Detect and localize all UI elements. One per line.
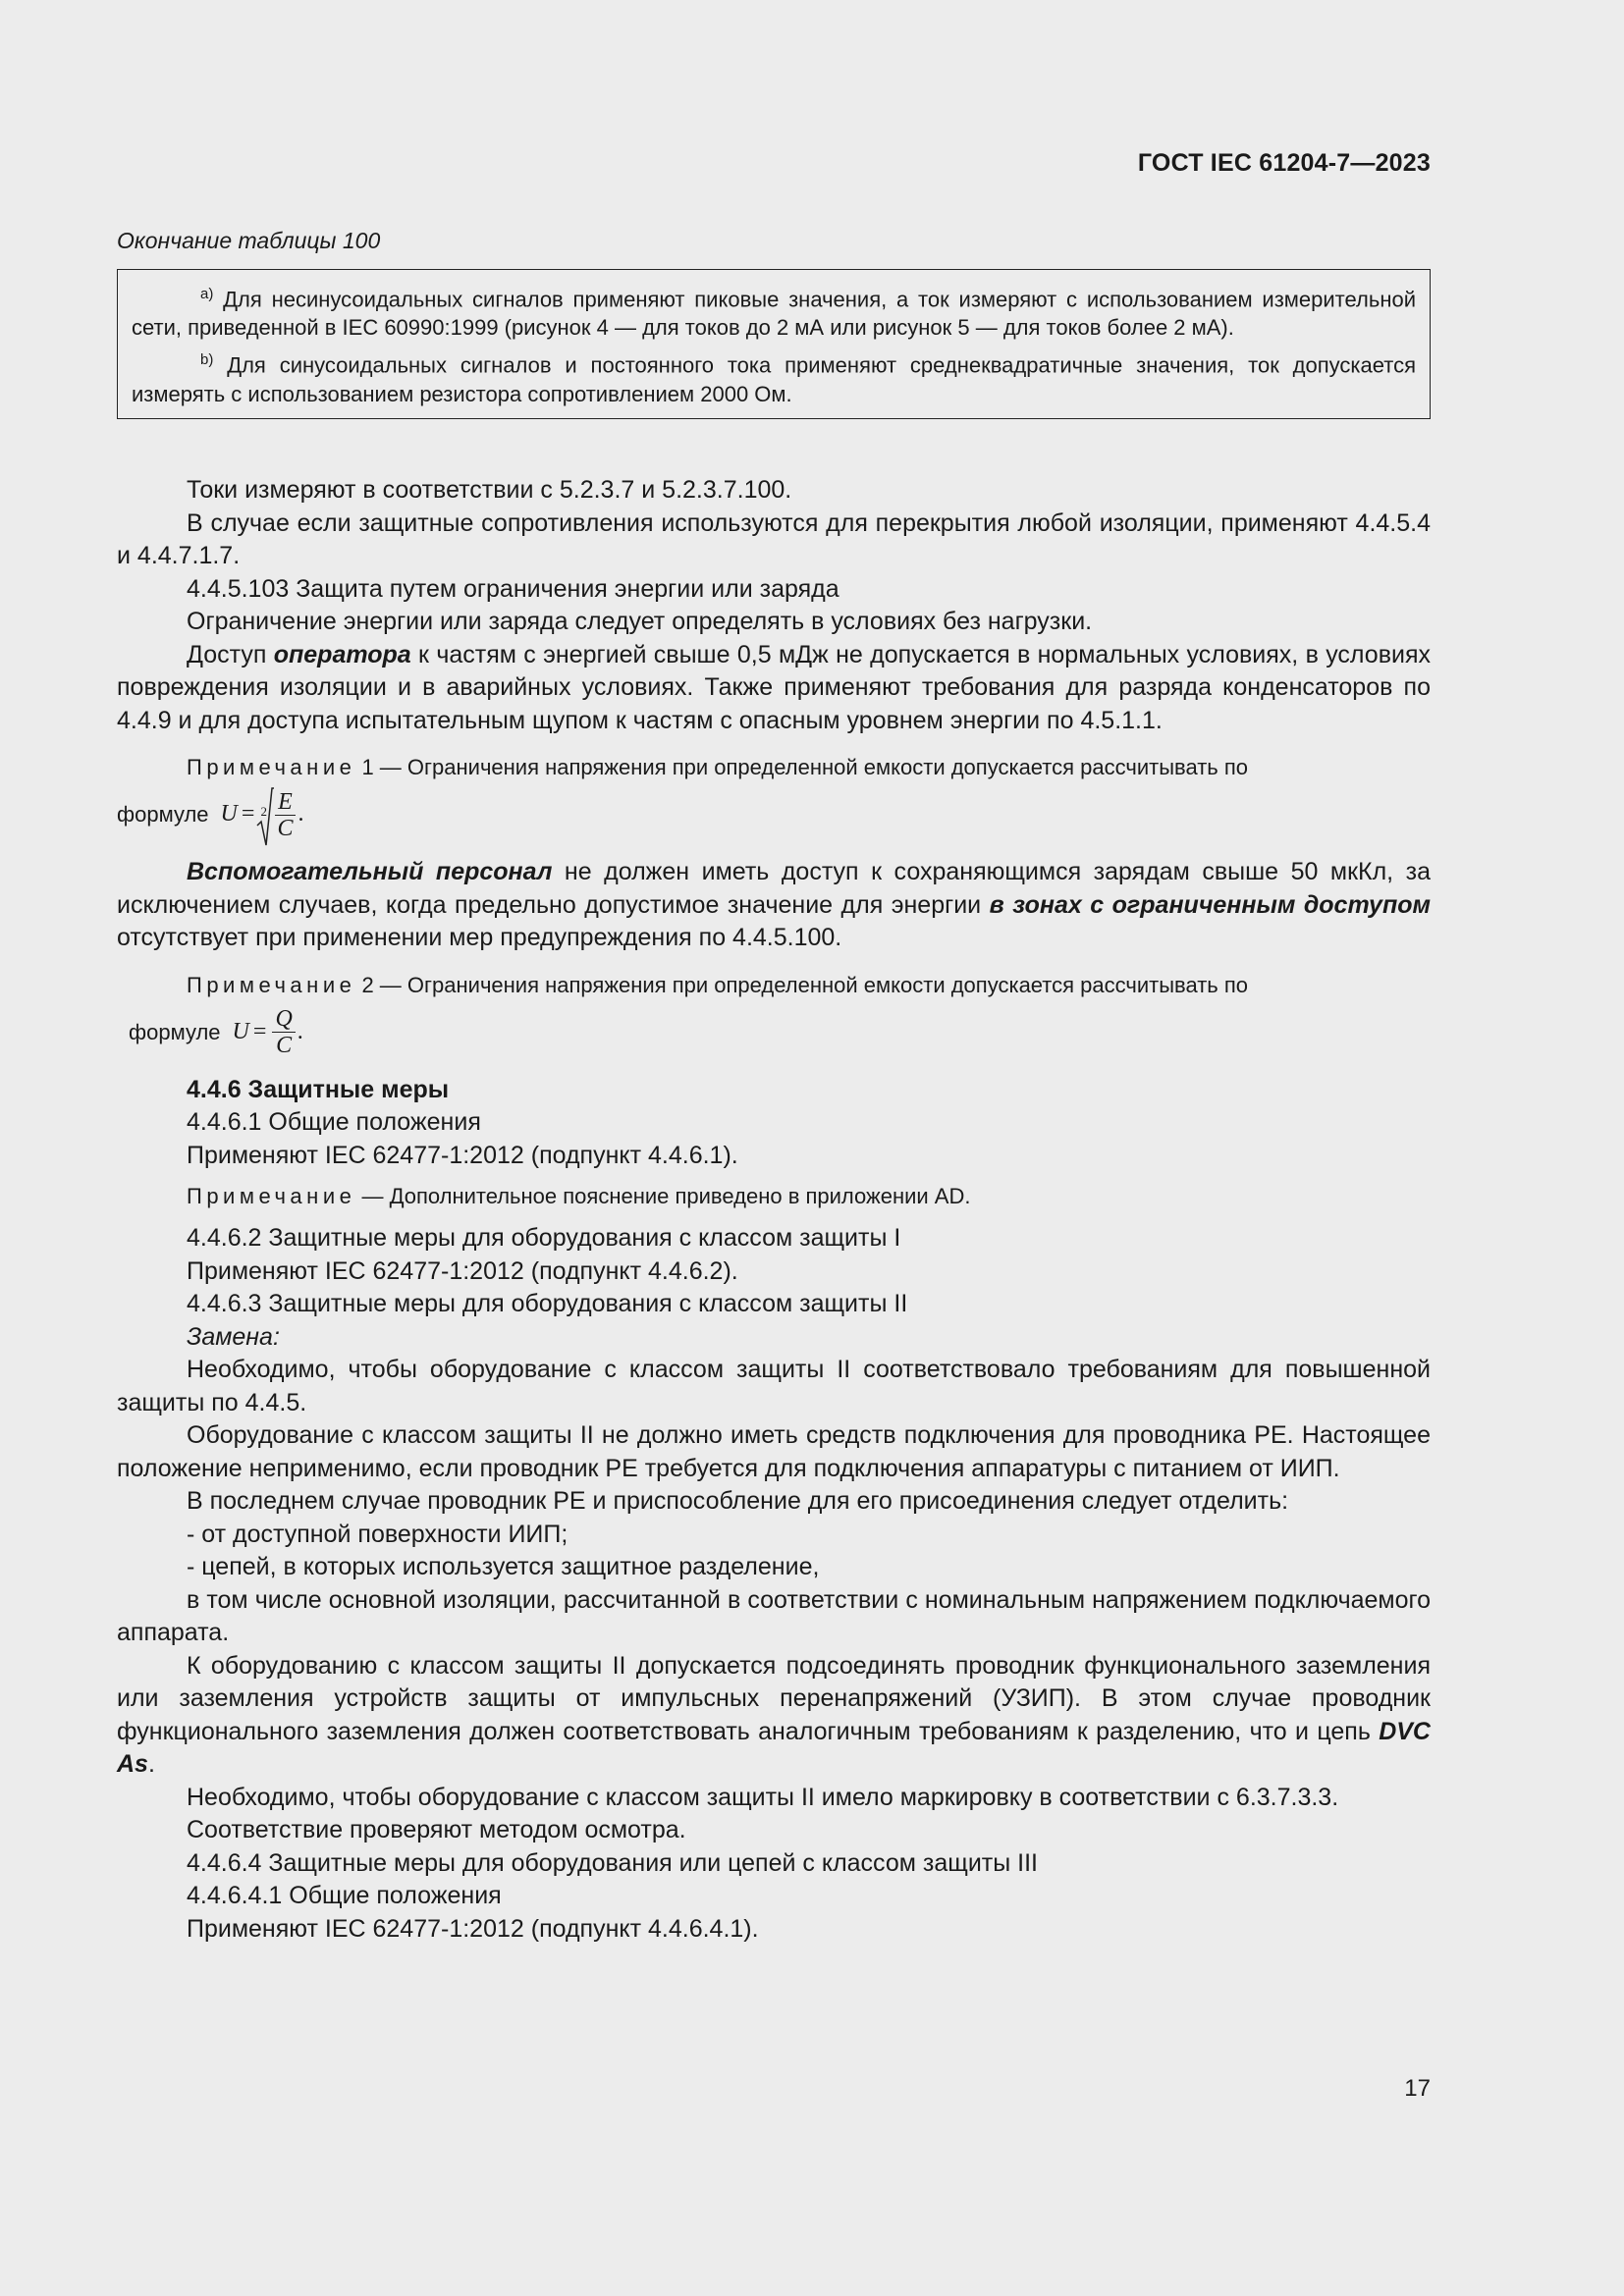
paragraph: Применяют IEC 62477-1:2012 (подпункт 4.4.6.2). (187, 1256, 738, 1285)
formula-equals: = (241, 801, 255, 828)
paragraph: В последнем случае проводник PE и приспособление для его присоединения следует отделить: (187, 1487, 1289, 1515)
paragraph: Соответствие проверяют методом осмотра. (187, 1816, 686, 1843)
formula-2 (233, 1006, 303, 1058)
note-text: — Дополнительное пояснение приведено в приложении AD. (355, 1184, 971, 1208)
page-number: 17 (1404, 2075, 1431, 2102)
fraction (274, 789, 296, 841)
formula-equals: = (252, 1018, 267, 1044)
text-run: К оборудованию с классом защиты II допускается подсоединять проводник функционального заземления или заземления устройств защиты от импульсных перенапряжений (УЗИП). В этом случае проводник функционального заземления должен соответствовать аналогичным требованиям к разделению, что и цепь (117, 1651, 1431, 1745)
paragraph: Применяют IEC 62477-1:2012 (подпункт 4.4.6.1). (187, 1141, 738, 1169)
formula-line-2 (117, 1001, 1431, 1064)
term-dvc-as: DVC As (117, 1717, 1431, 1778)
subsection-heading: 4.4.6.1 Общие положения (187, 1108, 481, 1136)
formula-line-1 (117, 783, 1431, 846)
paragraph: Оборудование с классом защиты II не должно иметь средств подключения для проводника PE. Настоящее положение неприменимо, если проводник PE требуется для подключения аппаратуры с питанием от ИИП. (117, 1421, 1431, 1482)
paragraph: Применяют IEC 62477-1:2012 (подпункт 4.4.6.4.1). (187, 1914, 759, 1943)
paragraph (117, 1650, 1431, 1782)
numerator: E (275, 789, 296, 816)
paragraph: Ограничение энергии или заряда следует определять в условиях без нагрузки. (187, 608, 1093, 635)
list-item: - цепей, в которых используется защитное разделение, (187, 1553, 820, 1580)
formula-lhs: U (232, 1018, 249, 1044)
subsection-heading: 4.4.6.2 Защитные меры для оборудования с классом защиты I (187, 1224, 901, 1252)
footnote-text: Для несинусоидальных сигналов применяют пиковые значения, а ток измеряют с использованием измерительной сети, приведенной в IEC 60990:1999 (рисунок 4 — для токов до 2 мА или рисунок 5 — для токов более 2 мА). (132, 287, 1416, 341)
square-root (258, 789, 298, 841)
document-header: ГОСТ IEC 61204-7—2023 (1137, 149, 1431, 177)
paragraph: В случае если защитные сопротивления используются для перекрытия любой изоляции, применяют 4.4.5.4 и 4.4.7.1.7. (117, 508, 1431, 569)
paragraph: Токи измеряют в соответствии с 5.2.3.7 и 5.2.3.7.100. (187, 476, 792, 504)
note-label: Примечание (187, 1184, 356, 1208)
term-auxiliary-personnel: Вспомогательный персонал (187, 858, 553, 885)
note-1 (117, 751, 1431, 783)
text-run: отсутствует при применении мер предупреждения по 4.4.5.100. (117, 924, 842, 951)
replacement-label: Замена: (187, 1322, 280, 1351)
note-text: 1 — Ограничения напряжения при определенной емкости допускается рассчитывать по (355, 755, 1249, 779)
fraction (272, 1006, 295, 1058)
text-run: Доступ (187, 640, 274, 668)
term-restricted-area: в зонах с ограниченным доступом (989, 890, 1431, 919)
subsection-heading: 4.4.6.4 Защитные меры для оборудования или цепей с классом защиты III (187, 1848, 1038, 1877)
denominator: C (276, 1033, 293, 1058)
formula-period: . (297, 1018, 303, 1044)
paragraph: в том числе основной изоляции, рассчитанной в соответствии с номинальным напряжением подключаемого аппарата. (117, 1585, 1431, 1646)
note-label: Примечание (187, 972, 356, 997)
subsection-heading: 4.4.6.4.1 Общие положения (187, 1882, 502, 1909)
footnote-a (132, 280, 1416, 342)
section-heading: 4.4.6 Защитные меры (187, 1075, 450, 1103)
text-run: не должен иметь доступ к сохраняющимся зарядам свыше 50 мкКл, за исключением случаев, когда предельно допустимое значение для энергии (117, 858, 1431, 919)
text-run: к частям с энергией свыше 0,5 мДж не допускается в нормальных условиях, в условиях повреждения изоляции и в аварийных условиях. Также применяют требования для разряда конденсаторов по 4.4.9 и для доступа испытательным щупом к частям с опасным уровнем энергии по 4.5.1.1. (117, 640, 1431, 734)
note-label: Примечание (187, 755, 356, 779)
paragraph (117, 856, 1431, 955)
note-3 (117, 1180, 1431, 1212)
footnote-mark: a) (200, 286, 214, 302)
denominator: C (277, 815, 294, 841)
subsection-heading: 4.4.5.103 Защита путем ограничения энергии или заряда (187, 574, 839, 603)
list-item: - от доступной поверхности ИИП; (187, 1520, 568, 1548)
footnote-text: Для синусоидальных сигналов и постоянного тока применяют среднеквадратичные значения, ток допускается измерять с использованием резистора сопротивлением 2000 Ом. (132, 352, 1416, 406)
formula-word: формуле (117, 802, 209, 828)
text-run: . (147, 1750, 155, 1778)
paragraph: Необходимо, чтобы оборудование с классом защиты II имело маркировку в соответствии с 6.3.7.3.3. (187, 1783, 1339, 1811)
formula-period: . (298, 801, 304, 828)
paragraph (117, 639, 1431, 738)
body-text (117, 474, 1431, 1946)
formula-1 (221, 789, 304, 841)
footnote-mark: b) (200, 351, 214, 369)
formula-lhs: U (220, 801, 238, 828)
subsection-heading: 4.4.6.3 Защитные меры для оборудования с классом защиты II (187, 1290, 908, 1317)
footnote-b (132, 346, 1416, 407)
table-continuation-caption: Окончание таблицы 100 (117, 228, 381, 253)
formula-word: формуле (129, 1019, 221, 1044)
term-operator: оператора (273, 640, 411, 668)
numerator: Q (272, 1006, 295, 1033)
note-text: 2 — Ограничения напряжения при определенной емкости допускается рассчитывать по (355, 972, 1249, 997)
note-2 (117, 969, 1431, 1001)
paragraph: Необходимо, чтобы оборудование с классом защиты II соответствовало требованиям для повышенной защиты по 4.4.5. (117, 1356, 1431, 1416)
root-degree: 2 (260, 803, 267, 819)
table-footnotes (117, 269, 1431, 419)
